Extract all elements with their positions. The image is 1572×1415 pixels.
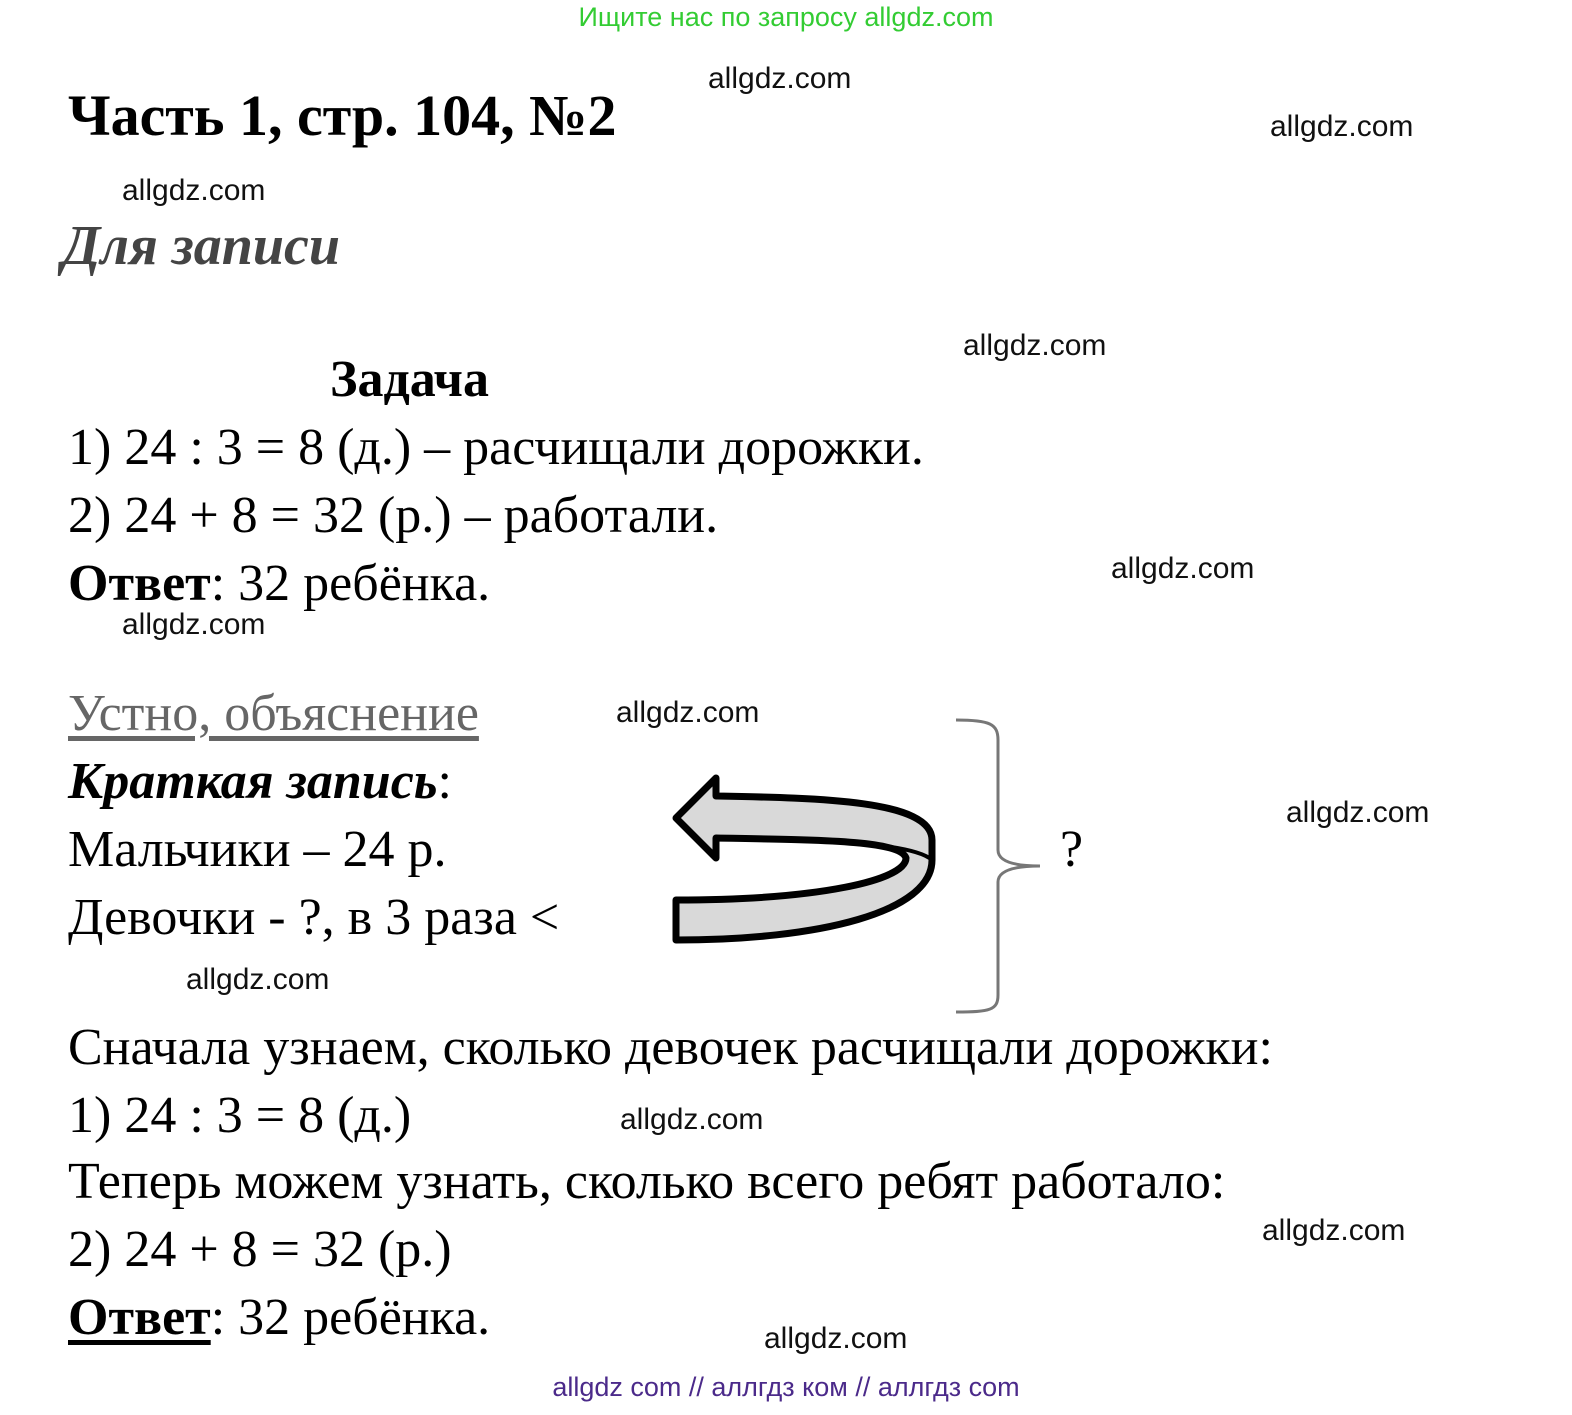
watermark: allgdz.com [1262, 1214, 1406, 1247]
task-step-2: 2) 24 + 8 = 32 (р.) – работали. [68, 487, 719, 544]
watermark: allgdz.com [620, 1103, 764, 1136]
watermark: allgdz.com [708, 62, 852, 95]
girls-line: Девочки - ?, в 3 раза < [68, 889, 560, 946]
watermark: allgdz.com [1270, 110, 1414, 143]
curved-arrow-icon [676, 778, 932, 940]
answer-label: Ответ [68, 1289, 211, 1346]
watermark: allgdz.com [1286, 796, 1430, 829]
watermark: allgdz.com [963, 329, 1107, 362]
watermark: allgdz.com [186, 963, 330, 996]
brace-icon [956, 720, 1040, 1012]
calc-1: 1) 24 : 3 = 8 (д.) [68, 1087, 412, 1144]
footer-links[interactable]: allgdz com // аллгдз ком // аллгдз com [552, 1372, 1020, 1402]
section-note: Для записи [62, 215, 340, 277]
answer-text: : 32 ребёнка. [210, 555, 491, 612]
page-title: Часть 1, стр. 104, №2 [68, 83, 617, 148]
top-banner: Ищите нас по запросу allgdz.com [578, 2, 994, 32]
explain-1: Сначала узнаем, сколько девочек расчищали дорожки: [68, 1019, 1273, 1076]
calc-2: 2) 24 + 8 = 32 (р.) [68, 1221, 452, 1278]
watermark: allgdz.com [764, 1322, 908, 1355]
watermark: allgdz.com [616, 696, 760, 729]
brief-label: Краткая запись [68, 753, 438, 810]
watermark: allgdz.com [1111, 552, 1255, 585]
oral-heading: Устно, объяснение [68, 685, 479, 742]
brace-question-mark: ? [1060, 821, 1084, 878]
answer-label: Ответ [68, 555, 211, 612]
watermark: allgdz.com [122, 608, 266, 641]
answer-text: : 32 ребёнка. [210, 1289, 491, 1346]
boys-line: Мальчики – 24 р. [68, 821, 447, 878]
explain-2: Теперь можем узнать, сколько всего ребят работало: [68, 1153, 1226, 1210]
task-title: Задача [330, 351, 489, 408]
watermark: allgdz.com [122, 174, 266, 207]
brief-colon: : [437, 753, 452, 810]
oral-answer [68, 1288, 490, 1347]
task-step-1: 1) 24 : 3 = 8 (д.) – расчищали дорожки. [68, 419, 924, 476]
